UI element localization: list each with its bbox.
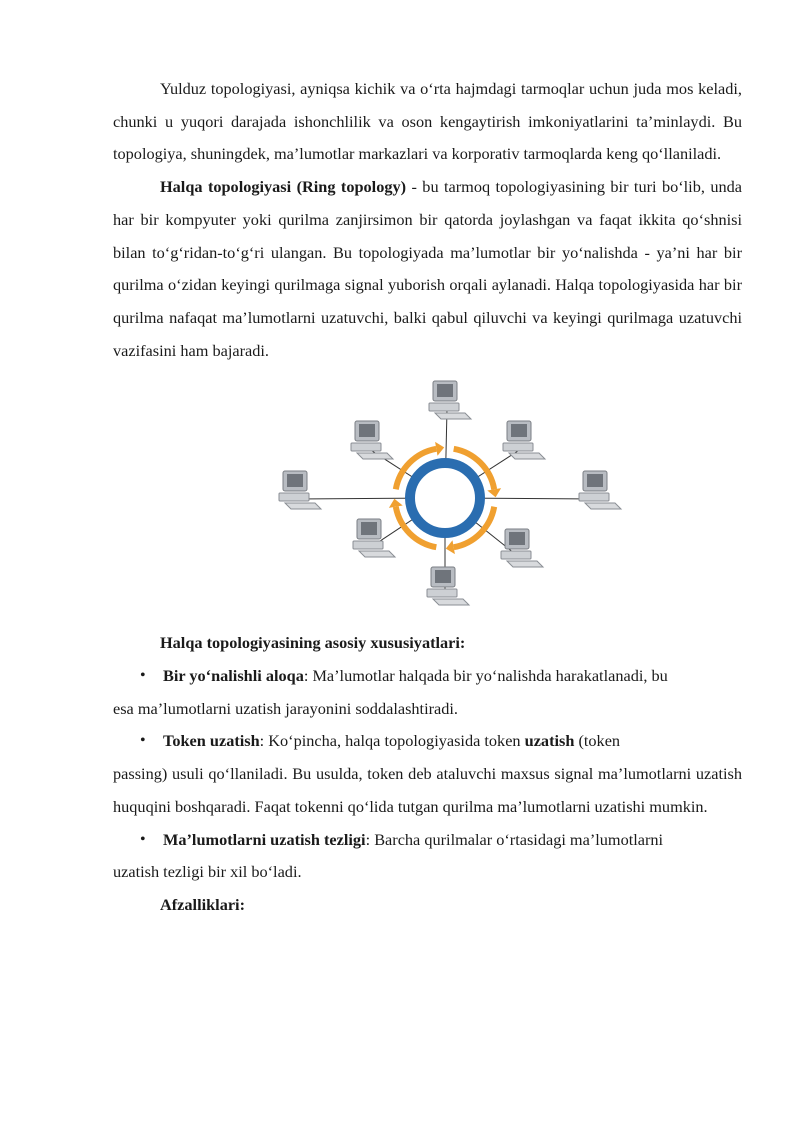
computer-icon — [503, 421, 545, 459]
keyboard-icon — [585, 503, 621, 509]
base-unit-icon — [353, 541, 383, 549]
computer-icon — [427, 567, 469, 605]
bullet-continuation: esa ma’lumotlarni uzatish jarayonini soddalashtiradi. — [113, 698, 458, 718]
ring-topology-text: - bu tarmoq topologiyasining bir turi bo‘lib, unda har bir kompyuter yoki qurilma zanjirsimon bir qatorda joylashgan va faqat ikkita qo‘shnisi bilan to‘g‘ridan-to‘g‘ri ulangan. Bu topologiyada ma’lumotlar bir yo‘nalishda - ya’ni har bir qurilma o‘zidan keyingi qurilmaga signal yuborish orqali aylanadi. Halqa topologiyasida har bir qurilma nafaqat ma’lumotlarni uzatuvchi, balki qabul qiluvchi va keyingi qurilmaga uzatuvchi vazifasini ham bajaradi. — [113, 177, 742, 360]
computer-icon — [501, 529, 543, 567]
keyboard-icon — [433, 599, 469, 605]
base-unit-icon — [501, 551, 531, 559]
bullet-item-token: • Token uzatish: Ko‘pincha, halqa topologiyasida token uzatish (token — [113, 725, 742, 758]
advantages-heading: Afzalliklari: — [160, 894, 246, 914]
paragraph-ring-topology — [113, 171, 742, 367]
ring-topology-diagram — [275, 375, 635, 615]
computer-icon — [351, 421, 393, 459]
screen-icon — [509, 532, 525, 545]
arrow-head — [446, 541, 455, 555]
screen-icon — [437, 384, 453, 397]
bullet-term: Ma’lumotlarni uzatish tezligi — [163, 829, 366, 849]
keyboard-icon — [285, 503, 321, 509]
features-heading: Halqa topologiyasining asosiy xususiyatlari: — [160, 633, 466, 653]
base-unit-icon — [579, 493, 609, 501]
keyboard-icon — [509, 453, 545, 459]
base-unit-icon — [427, 589, 457, 597]
keyboard-icon — [359, 551, 395, 557]
bullet-item-speed: • Ma’lumotlarni uzatish tezligi: Barcha qurilmalar o‘rtasidagi ma’lumotlarni — [113, 824, 742, 857]
bullet-term: Token uzatish — [163, 731, 260, 751]
screen-icon — [359, 424, 375, 437]
computer-icon — [279, 471, 321, 509]
ring-topology-term: Halqa topologiyasi (Ring topology) — [160, 177, 407, 197]
bullet-continuation: passing) usuli qo‘llaniladi. Bu usulda, token deb ataluvchi maxsus signal ma’lumotlarni uzatish huquqini boshqaradi. Faqat tokenni qo‘lida tutgan qurilma ma’lumotlarni uzatishi mumkin. — [113, 764, 742, 816]
paragraph-star-topology: Yulduz topologiyasi, ayniqsa kichik va o‘rta hajmdagi tarmoqlar uchun juda mos keladi, chunki u yuqori darajada ishonchlilik va oson kengaytirish imkoniyatlarini ta’minlaydi. Bu topologiya, shuningdek, ma’lumotlar markazlari va korporativ tarmoqlarda keng qo‘llaniladi. — [113, 79, 742, 164]
computer-icon — [429, 381, 471, 419]
arrow-head — [487, 488, 501, 497]
screen-icon — [587, 474, 603, 487]
bullet-continuation: uzatish tezligi bir xil bo‘ladi. — [113, 862, 302, 882]
keyboard-icon — [435, 413, 471, 419]
base-unit-icon — [503, 443, 533, 451]
keyboard-icon — [357, 453, 393, 459]
computer-icon — [353, 519, 395, 557]
ring-topology-figure — [113, 375, 742, 625]
base-unit-icon — [279, 493, 309, 501]
keyboard-icon — [507, 561, 543, 567]
base-unit-icon — [429, 403, 459, 411]
screen-icon — [435, 570, 451, 583]
ring-circle — [410, 463, 480, 533]
bullet-term-inline: uzatish — [524, 731, 575, 751]
arrow-head — [435, 442, 444, 456]
document-body — [113, 73, 742, 922]
bullet-term: Bir yo‘nalishli aloqa — [163, 666, 304, 686]
bullet-item-one-way: • Bir yo‘nalishli aloqa: Ma’lumotlar halqada bir yo‘nalishda harakatlanadi, bu — [113, 660, 742, 693]
computer-icon — [579, 471, 621, 509]
arrow-head — [389, 499, 403, 508]
screen-icon — [361, 522, 377, 535]
screen-icon — [511, 424, 527, 437]
screen-icon — [287, 474, 303, 487]
base-unit-icon — [351, 443, 381, 451]
